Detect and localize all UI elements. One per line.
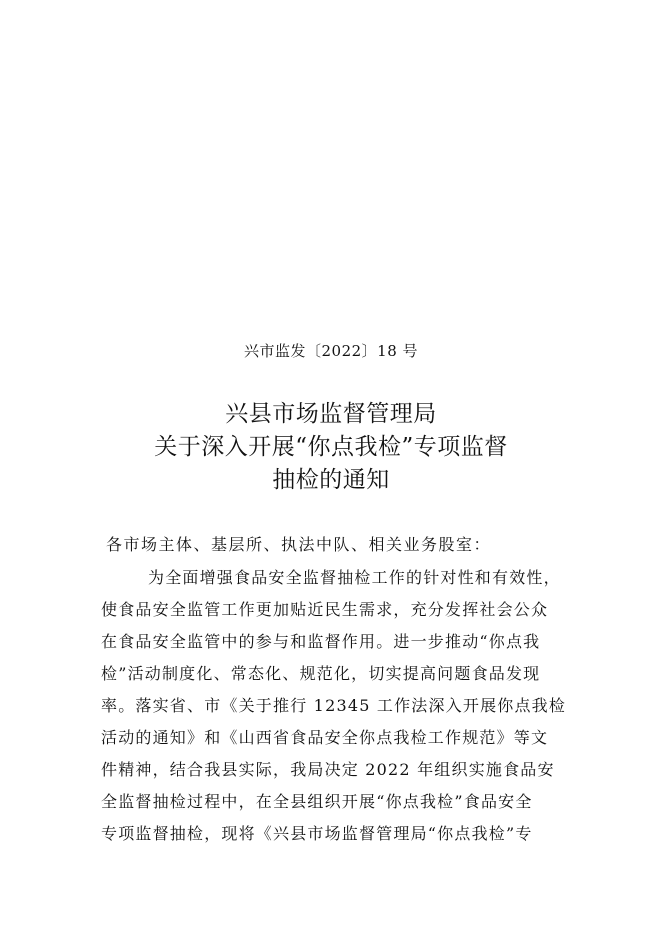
title-line-3: 抽检的通知 bbox=[272, 467, 390, 493]
body-line-8: 全监督抽检过程中，在全县组织开展“你点我检”食品安全 bbox=[101, 792, 533, 811]
title-line-2: 关于深入开展“你点我检”专项监督 bbox=[154, 434, 508, 460]
body-line-9: 专项监督抽检，现将《兴县市场监督管理局“你点我检”专 bbox=[101, 824, 533, 843]
body-line-2: 使食品安全监管工作更加贴近民生需求，充分发挥社会公众 bbox=[101, 600, 549, 619]
body-line-3: 在食品安全监管中的参与和监督作用。进一步推动“你点我 bbox=[101, 632, 541, 651]
salutation: 各市场主体、基层所、执法中队、相关业务股室： bbox=[106, 535, 492, 554]
document-title bbox=[0, 398, 662, 497]
body-line-5: 率。落实省、市《关于推行 12345 工作法深入开展你点我检 bbox=[101, 696, 567, 715]
document-number: 兴市监发〔2022〕18 号 bbox=[243, 342, 419, 360]
body-line-7: 件精神，结合我县实际，我局决定 2022 年组织实施食品安 bbox=[101, 760, 555, 779]
body-line-4: 检”活动制度化、常态化、规范化，切实提高问题食品发现 bbox=[101, 664, 541, 683]
body-line-6: 活动的通知》和《山西省食品安全你点我检工作规范》等文 bbox=[101, 728, 549, 747]
body-line-1: 为全面增强食品安全监督抽检工作的针对性和有效性， bbox=[148, 568, 561, 587]
title-line-1: 兴县市场监督管理局 bbox=[225, 401, 437, 427]
